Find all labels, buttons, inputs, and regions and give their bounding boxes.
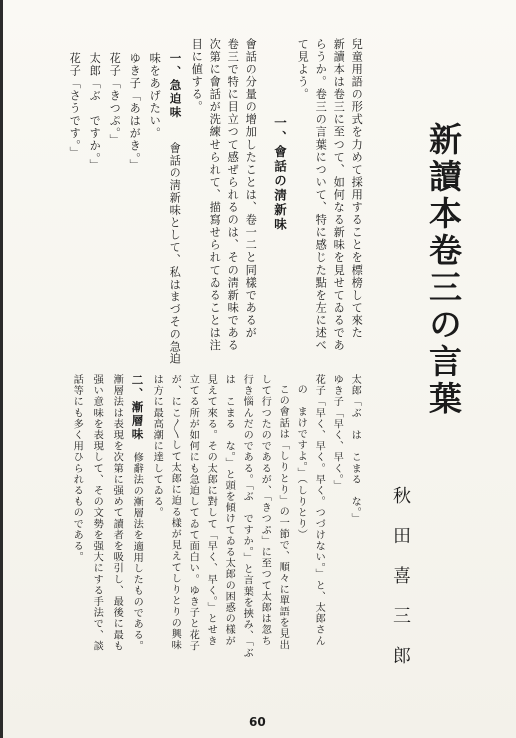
section1-line: 目に値する。 (190, 38, 204, 114)
body-line: この會話は「しりとり」の一節で、順々に單語を見出 (277, 384, 289, 651)
dialogue-line: 花子「きつぷ。」 (108, 52, 122, 147)
dialogue-line: ゆき子「あはがき。」 (128, 52, 142, 172)
section1-line: 次第に會話が洗練せられて、描寫せられてゐることは注 (208, 38, 222, 352)
body-line: 行き惱んだのである。「ぶ ですか。」と言葉を挾み、「ぶ (241, 374, 253, 659)
body-line: 見えて來る。その太郎に對して「早く、早く。」とせき (205, 374, 217, 647)
intro-line: て見よう。 (296, 38, 310, 101)
section2-line: 漸層法は表現を次第に强めて讀者を吸引し、最後に最も (111, 374, 123, 652)
subsection-line: 會話の淸新味として、私はまづその急迫 (168, 142, 182, 366)
body-line: して行つたのであるが、「きつぷ」に至つて太郎は忽ち (259, 374, 271, 647)
intro-line: 兒童用語の形式を力めて採用することを標榜して來た (350, 38, 364, 340)
body-line: が、にこ〳〵して太郎に迫る樣が見えてしりとりの興味 (169, 374, 181, 651)
dialogue-line: 花子「早く、早く。早く。つづけない。」と、太郎さん (313, 374, 325, 647)
section2-line: 修辭法の漸層法を適用したものである。 (131, 452, 143, 652)
section2-line: 强い意味を表現して、その文勢を强大にする手法で、談 (91, 374, 103, 652)
intro-line: らうか。卷三の言葉について、特に感じた點を左に述べ (314, 38, 328, 352)
body-line: は方に最高潮に達してゐる。 (151, 374, 163, 519)
section-heading: 一、會話の淸新味 (272, 116, 288, 232)
dialogue-line: の まけですよ。」（しりとり） (295, 384, 307, 541)
body-line: は こまる な。」と頭を傾けてゐる太郎の困惑の樣が (223, 374, 235, 647)
dialogue-line: 花子「さうです。」 (68, 52, 82, 160)
intro-line: 新讀本は卷三に至つて、如何なる新味を見せてゐるであ (332, 38, 346, 352)
dialogue-line: 太郎「ぶ ですか。」 (88, 52, 102, 172)
section1-line: 卷三で特に目立つて感ぜられるのは、その淸新味である (226, 38, 240, 352)
dialogue-line: 太郎「ぶ は こまる な。」 (349, 374, 361, 525)
page-number: 60 (249, 715, 266, 729)
article-title: 新讀本卷三の言葉 (424, 122, 463, 418)
subsection-line: 味をあげたい。 (148, 52, 162, 140)
section1-line: 會話の分量の增加したことは、卷一二と同樣であるが (244, 38, 258, 340)
dialogue-line: ゆき子「早く、早く。」 (331, 374, 343, 491)
section2-line: 話等にも多く用ひられるものである。 (71, 374, 83, 563)
subsection-heading: 一、急迫味 (168, 52, 183, 120)
body-line: 立てる所が如何にも急迫してゐて面白い。ゆき子と花子 (187, 374, 199, 652)
article-author: 秋田喜三郎 (390, 486, 411, 686)
section2-heading: 二、漸層味 (130, 374, 145, 442)
